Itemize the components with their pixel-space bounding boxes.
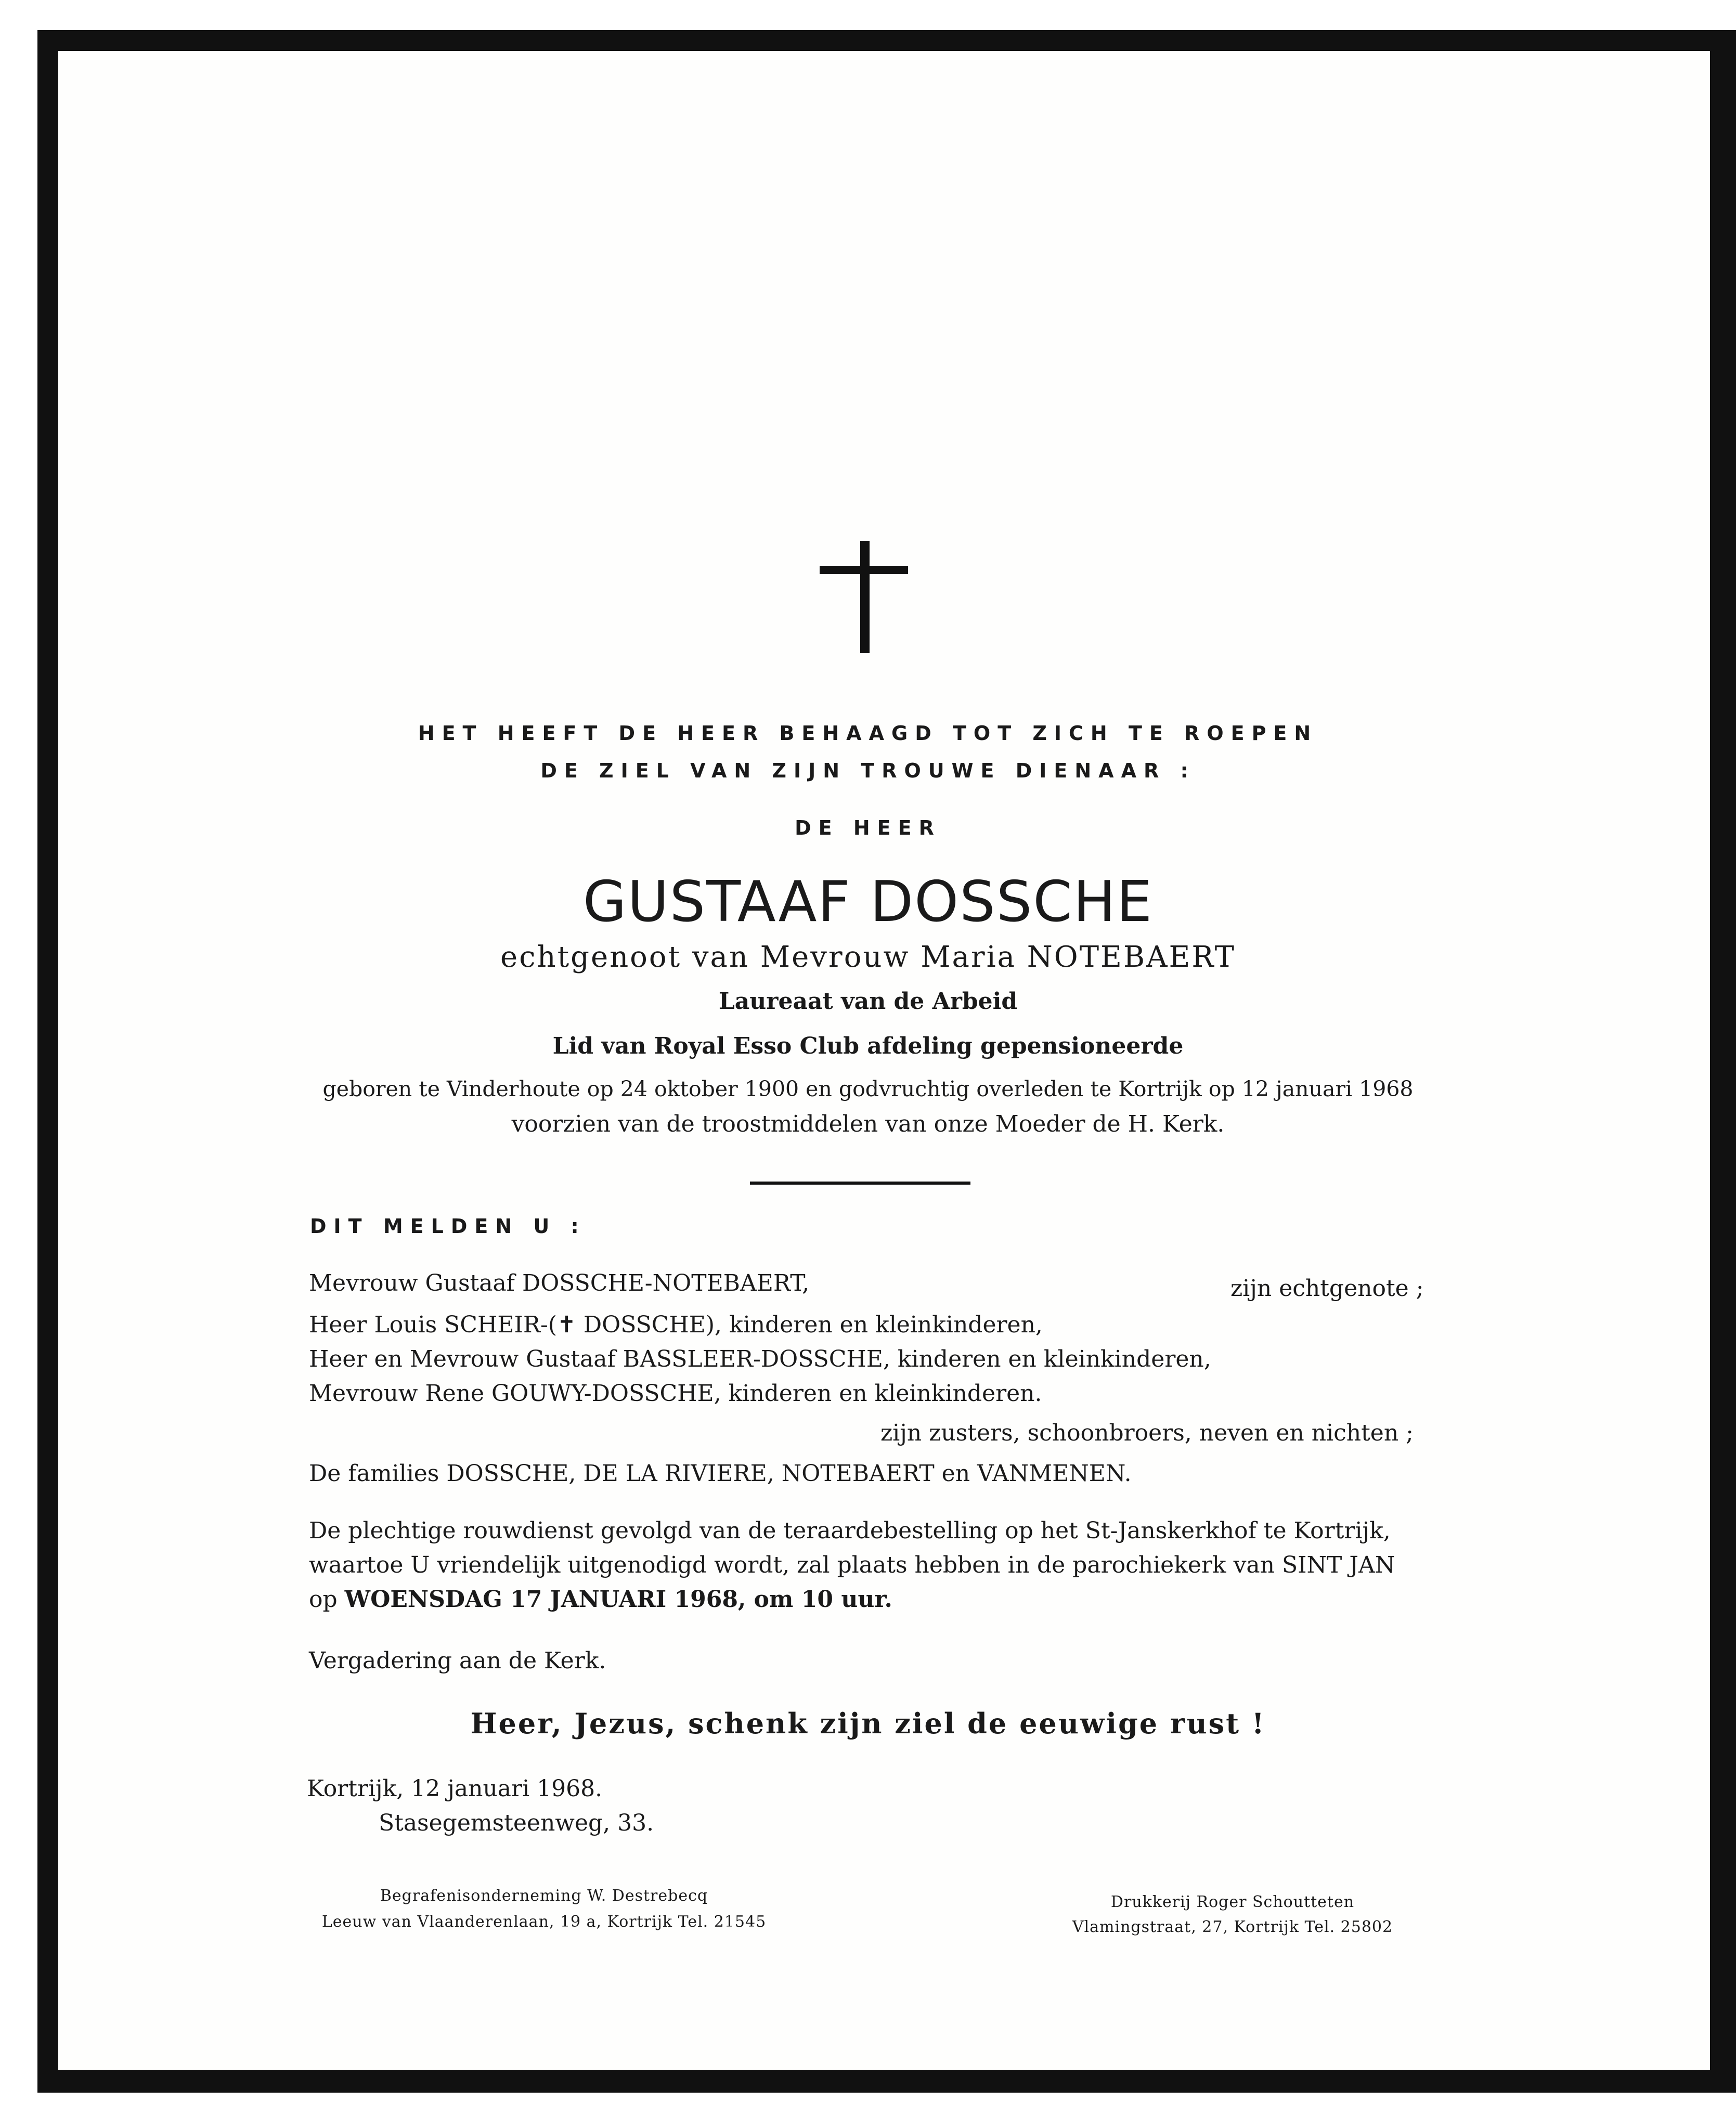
service-line-1: De plechtige rouwdienst gevolgd van de teraardebestelling op het St-Janskerkhof te Kortrijk,: [309, 1517, 1391, 1544]
sibling-line-1: Heer Louis SCHEIR-(✝ DOSSCHE), kinderen en kleinkinderen,: [309, 1312, 1043, 1338]
cross-icon: [860, 541, 870, 653]
sibling-line-2: Heer en Mevrouw Gustaaf BASSLEER-DOSSCHE, kinderen en kleinkinderen,: [309, 1346, 1211, 1372]
widow-relation: zijn echtgenote ;: [1230, 1275, 1424, 1302]
prayer-line: Heer, Jezus, schenk zijn ziel de eeuwige rust !: [470, 1707, 1266, 1740]
service-date-time: WOENSDAG 17 JANUARI 1968, om 10 uur.: [344, 1586, 892, 1613]
undertaker-name: Begrafenisonderneming W. Destrebecq: [380, 1887, 708, 1905]
header-line-1: HET HEEFT DE HEER BEHAAGD TOT ZICH TE ROEPEN: [418, 722, 1318, 745]
gathering-line: Vergadering aan de Kerk.: [309, 1647, 606, 1674]
service-line-2: waartoe U vriendelijk uitgenodigd wordt, zal plaats hebben in de parochiekerk van SINT JAN: [309, 1552, 1395, 1578]
siblings-relation: zijn zusters, schoonbroers, neven en nichten ;: [880, 1420, 1414, 1446]
families-line: De families DOSSCHE, DE LA RIVIERE, NOTEBAERT en VANMENEN.: [309, 1460, 1132, 1487]
birth-death-line: geboren te Vinderhoute op 24 oktober 1900 en godvruchtig overleden te Kortrijk op 12 januari 1968: [322, 1076, 1414, 1101]
undertaker-address: Leeuw van Vlaanderenlaan, 19 a, Kortrijk Tel. 21545: [321, 1913, 767, 1931]
honor-line-1: Laureaat van de Arbeid: [718, 988, 1018, 1015]
closing-address: Stasegemsteenweg, 33.: [379, 1810, 654, 1836]
mourning-border: [37, 30, 1736, 2093]
deceased-name: GUSTAAF DOSSCHE: [582, 870, 1154, 935]
closing-place-date: Kortrijk, 12 januari 1968.: [307, 1775, 603, 1802]
announcers-heading: DIT MELDEN U :: [310, 1215, 586, 1238]
sibling-line-3: Mevrouw Rene GOUWY-DOSSCHE, kinderen en kleinkinderen.: [309, 1380, 1042, 1407]
sacraments-line: voorzien van de troostmiddelen van onze Moeder de H. Kerk.: [511, 1111, 1225, 1137]
cross-icon-bar: [820, 566, 908, 574]
honor-line-2: Lid van Royal Esso Club afdeling gepensioneerde: [552, 1033, 1184, 1059]
header-line-2: DE ZIEL VAN ZIJN TROUWE DIENAAR :: [540, 759, 1196, 782]
divider: [750, 1182, 970, 1185]
widow-name: Mevrouw Gustaaf DOSSCHE-NOTEBAERT,: [309, 1270, 810, 1296]
title-prefix: DE HEER: [795, 816, 941, 839]
printer-address: Vlamingstraat, 27, Kortrijk Tel. 25802: [1072, 1918, 1393, 1936]
service-line-3: [309, 1586, 892, 1613]
service-line-3-prefix: op: [309, 1586, 338, 1613]
spouse-line: echtgenoot van Mevrouw Maria NOTEBAERT: [500, 940, 1236, 974]
printer-name: Drukkerij Roger Schoutteten: [1110, 1893, 1355, 1911]
